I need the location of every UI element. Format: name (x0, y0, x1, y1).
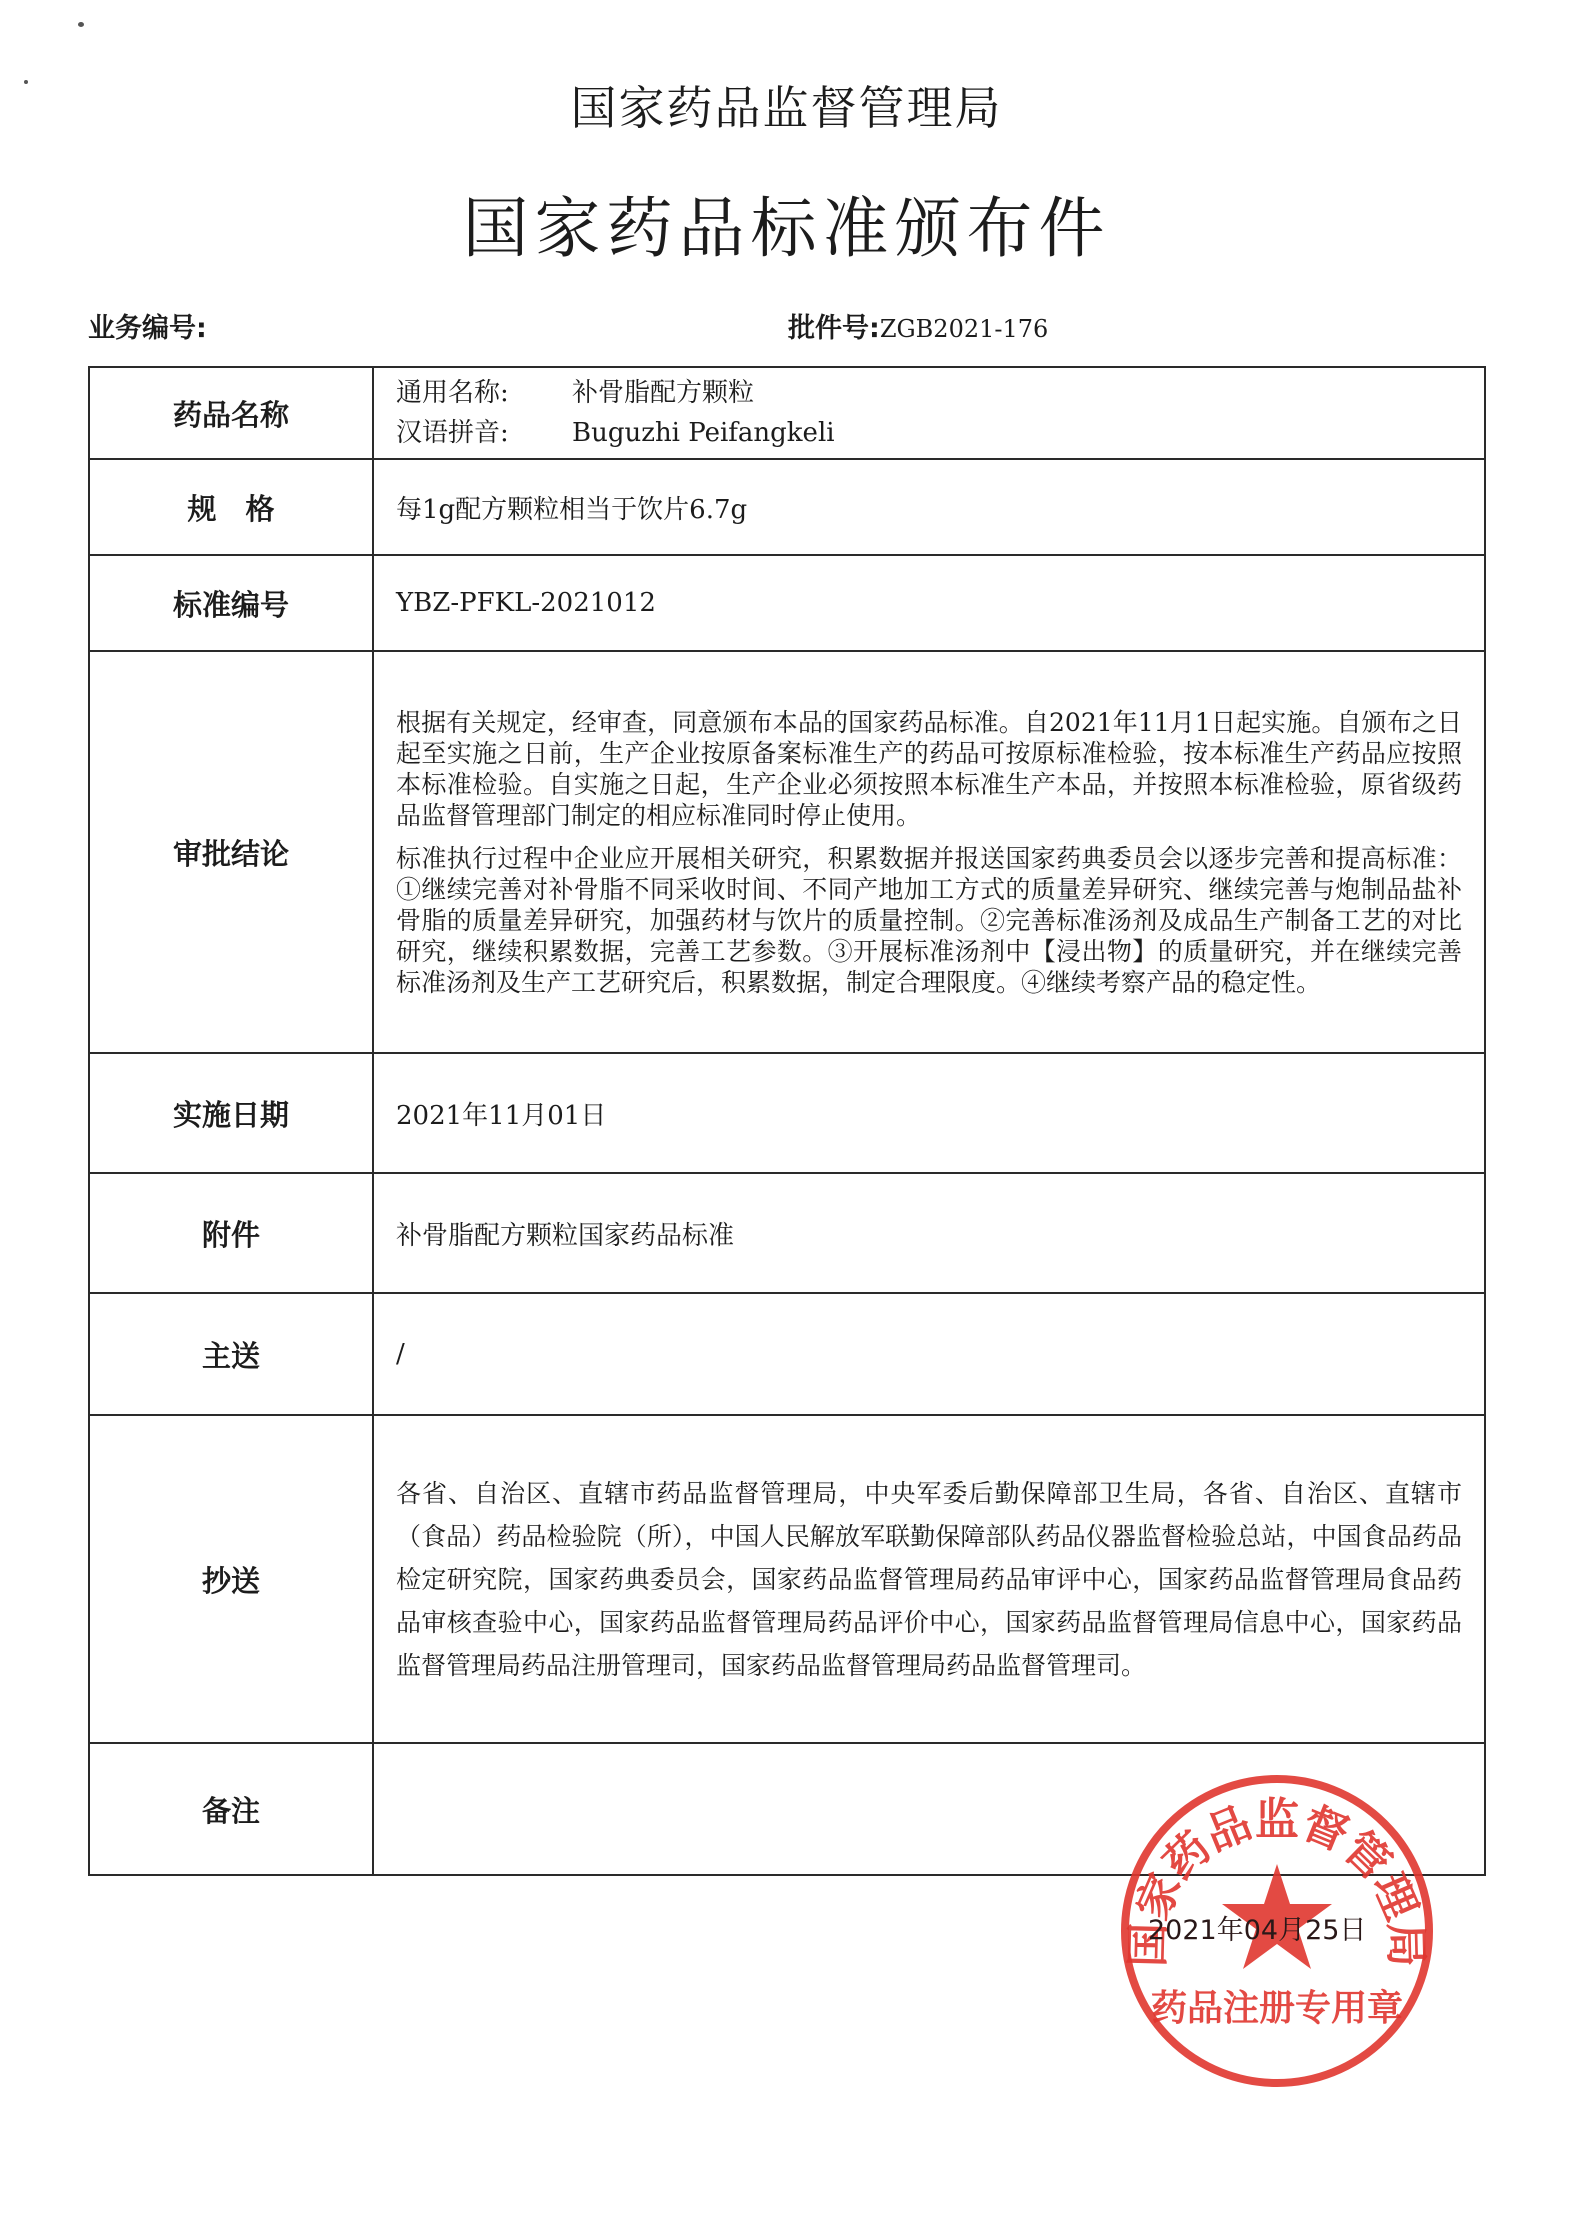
approval-number-value: ZGB2021-176 (879, 315, 1049, 343)
cc-cell (373, 1415, 1485, 1743)
send-to-value: / (373, 1293, 1485, 1415)
seal-bottom-text: 药品注册专用章 (1150, 1988, 1404, 2029)
generic-name-line (396, 373, 1462, 413)
effective-date-value: 2021年11月01日 (373, 1053, 1485, 1173)
drug-name-label: 药品名称 (89, 367, 373, 459)
conclusion-paragraph: 根据有关规定，经审查，同意颁布本品的国家药品标准。自2021年11月1日起实施。自颁布之日起至实施之日前，生产企业按原备案标准生产的药品可按原标准检验，按本标准生产药品应按照本标准检验。自实施之日起，生产企业必须按照本标准生产本品，并按照本标准检验，原省级药品监督管理部门制定的相应标准同时停止使用。 (396, 707, 1462, 830)
row-send-to (89, 1293, 1485, 1415)
row-spec (89, 459, 1485, 555)
row-attachment (89, 1173, 1485, 1293)
cc-label: 抄送 (89, 1415, 373, 1743)
attachment-label: 附件 (89, 1173, 373, 1293)
pinyin-line (396, 413, 1462, 453)
pinyin-key: 汉语拼音: (396, 418, 509, 448)
spec-value: 每1g配方颗粒相当于饮片6.7g (373, 459, 1485, 555)
cc-value: 各省、自治区、直辖市药品监督管理局，中央军委后勤保障部卫生局，各省、自治区、直辖市（食品）药品检验院（所），中国人民解放军联勤保障部队药品仪器监督检验总站，中国食品药品检定研究院，国家药典委员会，国家药品监督管理局药品审评中心，国家药品监督管理局食品药品审核查验中心，国家药品监督管理局药品评价中心，国家药品监督管理局信息中心，国家药品监督管理局药品注册管理司，国家药品监督管理局药品监督管理司。 (396, 1478, 1462, 1680)
attachment-value: 补骨脂配方颗粒国家药品标准 (373, 1173, 1485, 1293)
approval-table (88, 366, 1486, 1876)
document-meta (88, 306, 1488, 346)
conclusion-label: 审批结论 (89, 651, 373, 1053)
row-drug-name (89, 367, 1485, 459)
document-title: 国家药品标准颁布件 (462, 190, 1111, 267)
conclusion-cell (373, 651, 1485, 1053)
row-effective-date (89, 1053, 1485, 1173)
business-number-label: 业务编号: (88, 313, 207, 344)
standard-number-value: YBZ-PFKL-2021012 (373, 555, 1485, 651)
remarks-label: 备注 (89, 1743, 373, 1875)
approval-number (788, 306, 1048, 345)
approval-number-label: 批件号: (788, 313, 880, 344)
effective-date-label: 实施日期 (89, 1053, 373, 1173)
conclusion-paragraph: 标准执行过程中企业应开展相关研究，积累数据并报送国家药典委员会以逐步完善和提高标准：①继续完善对补骨脂不同采收时间、不同产地加工方式的质量差异研究、继续完善与炮制品盐补骨脂的质量差异研究，加强药材与饮片的质量控制。②完善标准汤剂及成品生产制备工艺的对比研究，继续积累数据，完善工艺参数。③开展标准汤剂中【浸出物】的质量研究，并在继续完善标准汤剂及生产工艺研究后，积累数据，制定合理限度。④继续考察产品的稳定性。 (396, 843, 1462, 997)
generic-name-key: 通用名称: (396, 378, 509, 408)
scan-speck (78, 22, 84, 27)
standard-number-label: 标准编号 (89, 555, 373, 651)
pinyin-value: Buguzhi Peifangkeli (572, 418, 835, 448)
seal-date: 2021年04月25日 (1148, 1915, 1367, 1946)
generic-name-value: 补骨脂配方颗粒 (572, 378, 755, 408)
drug-name-cell (373, 367, 1485, 459)
send-to-label: 主送 (89, 1293, 373, 1415)
row-conclusion (89, 651, 1485, 1053)
row-cc (89, 1415, 1485, 1743)
seal-ring-text: 国家药品监督管理局 (1122, 1794, 1432, 1968)
spec-label: 规 格 (89, 459, 373, 555)
row-standard-number (89, 555, 1485, 651)
agency-name: 国家药品监督管理局 (570, 81, 1003, 135)
